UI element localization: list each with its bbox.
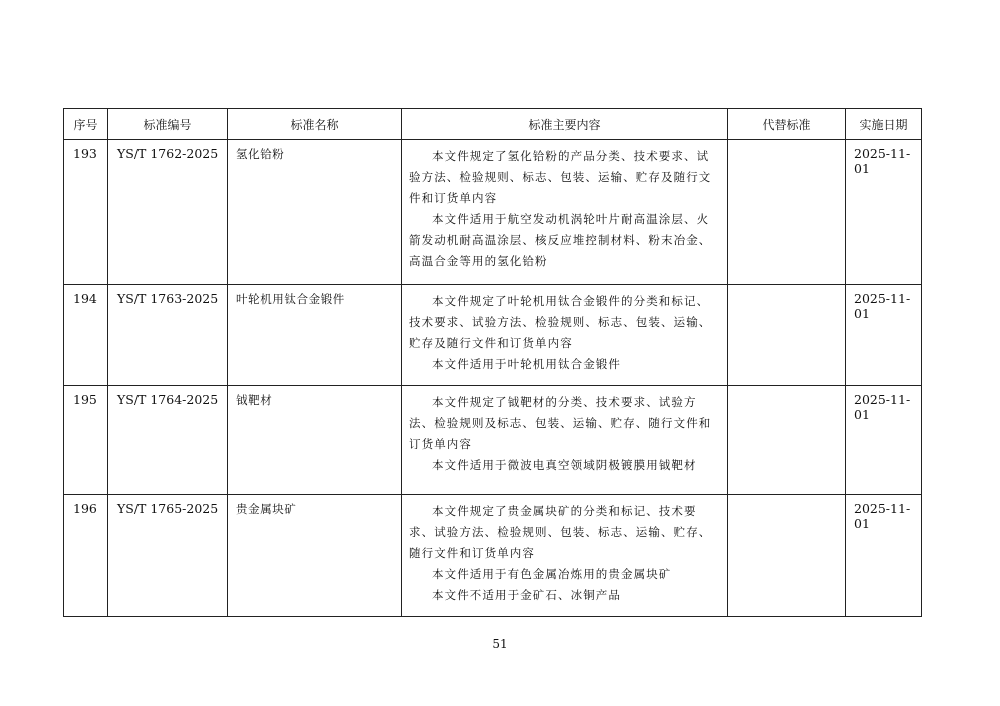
row-code: YS/T 1765-2025: [108, 495, 228, 617]
row-replace: [728, 495, 846, 617]
row-date: 2025-11-01: [846, 285, 922, 386]
header-date: 实施日期: [846, 109, 922, 140]
row-replace: [728, 386, 846, 495]
content-paragraph: 本文件规定了贵金属块矿的分类和标记、技术要求、试验方法、检验规则、包装、标志、运输、贮存、随行文件和订货单内容: [409, 504, 712, 560]
content-paragraph: 本文件规定了叶轮机用钛合金锻件的分类和标记、技术要求、试验方法、检验规则、标志、包装、运输、贮存及随行文件和订货单内容: [409, 294, 712, 350]
header-replace: 代替标准: [728, 109, 846, 140]
content-paragraph: 本文件适用于航空发动机涡轮叶片耐高温涂层、火箭发动机耐高温涂层、核反应堆控制材料、粉末冶金、高温合金等用的氢化铪粉: [409, 212, 712, 268]
content-paragraph: 本文件适用于有色金属冶炼用的贵金属块矿: [432, 567, 672, 581]
row-no: 195: [64, 386, 108, 495]
row-date: 2025-11-01: [846, 386, 922, 495]
row-no: 194: [64, 285, 108, 386]
header-no: 序号: [64, 109, 108, 140]
row-code: YS/T 1762-2025: [108, 140, 228, 285]
row-content: [402, 386, 728, 495]
row-no: 193: [64, 140, 108, 285]
table-row: [64, 285, 922, 386]
content-paragraph: 本文件不适用于金矿石、冰铜产品: [432, 588, 621, 602]
table-row: [64, 495, 922, 617]
table-header-row: [64, 109, 922, 140]
page-number: 51: [492, 637, 508, 651]
table-row: [64, 140, 922, 285]
row-content: [402, 495, 728, 617]
row-content: [402, 285, 728, 386]
row-name: 叶轮机用钛合金锻件: [228, 285, 402, 386]
row-content: [402, 140, 728, 285]
row-date: 2025-11-01: [846, 140, 922, 285]
content-paragraph: 本文件适用于叶轮机用钛合金锻件: [432, 357, 621, 371]
row-replace: [728, 285, 846, 386]
content-paragraph: 本文件规定了氢化铪粉的产品分类、技术要求、试验方法、检验规则、标志、包装、运输、贮存及随行文件和订货单内容: [409, 149, 712, 205]
row-code: YS/T 1763-2025: [108, 285, 228, 386]
row-code: YS/T 1764-2025: [108, 386, 228, 495]
standards-table: [63, 108, 922, 617]
row-replace: [728, 140, 846, 285]
table-row: [64, 386, 922, 495]
row-name: 钺靶材: [228, 386, 402, 495]
content-paragraph: 本文件适用于微波电真空领域阴极镀膜用钺靶材: [432, 458, 697, 472]
header-code: 标准编号: [108, 109, 228, 140]
header-name: 标准名称: [228, 109, 402, 140]
header-content: 标准主要内容: [402, 109, 728, 140]
row-date: 2025-11-01: [846, 495, 922, 617]
content-paragraph: 本文件规定了钺靶材的分类、技术要求、试验方法、检验规则及标志、包装、运输、贮存、随行文件和订货单内容: [409, 395, 712, 451]
row-name: 氢化铪粉: [228, 140, 402, 285]
row-name: 贵金属块矿: [228, 495, 402, 617]
row-no: 196: [64, 495, 108, 617]
